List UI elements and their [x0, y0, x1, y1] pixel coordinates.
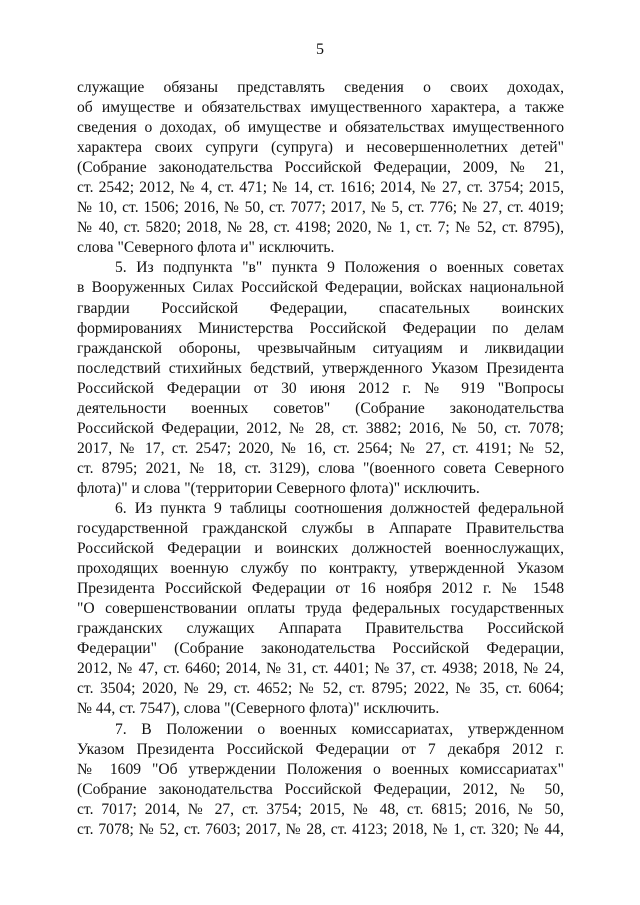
- text-line: в Вооруженных Силах Российской Федерации, войсках национальной: [77, 279, 564, 297]
- text-line: Российской Федерации, 2012, № 28, ст. 3882; 2016, № 50, ст. 7078;: [77, 419, 564, 437]
- text-line: сведения о доходах, об имуществе и обязательствах имущественного: [77, 119, 564, 137]
- page-number: 5: [316, 41, 324, 58]
- text-line: 2017, № 17, ст. 2547; 2020, № 16, ст. 2564; № 27, ст. 4191; № 52,: [77, 439, 564, 457]
- text-line: № 1609 "Об утверждении Положения о военных комиссариатах": [77, 760, 564, 778]
- text-line: № 10, ст. 1506; 2016, № 50, ст. 7077; 2017, № 5, ст. 776; № 27, ст. 4019;: [77, 199, 564, 217]
- document-body: [77, 78, 564, 840]
- text-line: 2012, № 47, ст. 6460; 2014, № 31, ст. 4401; № 37, ст. 4938; 2018, № 24,: [77, 660, 564, 678]
- text-line: № 44, ст. 7547), слова "(Северного флота)" исключить.: [77, 700, 440, 718]
- text-line: Российской Федерации от 30 июня 2012 г. № 919 "Вопросы: [77, 379, 564, 397]
- text-line: ст. 7078; № 52, ст. 7603; 2017, № 28, ст. 4123; 2018, № 1, ст. 320; № 44,: [77, 820, 564, 838]
- text-line: Президента Российской Федерации от 16 ноября 2012 г. № 1548: [77, 580, 564, 598]
- text-line: слова "Северного флота и" исключить.: [77, 239, 335, 257]
- text-line: ст. 2542; 2012, № 4, ст. 471; № 14, ст. 1616; 2014, № 27, ст. 3754; 2015,: [77, 179, 564, 197]
- text-line: 5. Из подпункта "в" пункта 9 Положения о военных советах: [115, 259, 564, 277]
- text-line: об имуществе и обязательствах имущественного характера, а также: [77, 99, 564, 117]
- text-line: формированиях Министерства Российской Федерации по делам: [77, 319, 564, 337]
- text-line: флота)" и слова "(территории Северного флота)" исключить.: [77, 479, 480, 497]
- text-line: 6. Из пункта 9 таблицы соотношения должностей федеральной: [115, 499, 564, 517]
- text-line: (Собрание законодательства Российской Федерации, 2009, № 21,: [77, 159, 564, 177]
- text-line: характера своих супруги (супруга) и несовершеннолетних детей": [77, 139, 564, 157]
- text-line: ст. 8795; 2021, № 18, ст. 3129), слова "(военного совета Северного: [77, 459, 564, 477]
- text-line: № 40, ст. 5820; 2018, № 28, ст. 4198; 2020, № 1, ст. 7; № 52, ст. 8795),: [77, 219, 564, 237]
- text-line: деятельности военных советов" (Собрание законодательства: [77, 399, 564, 417]
- text-line: Федерации" (Собрание законодательства Российской Федерации,: [77, 640, 564, 658]
- text-line: 7. В Положении о военных комиссариатах, утвержденном: [115, 720, 564, 738]
- text-line: Указом Президента Российской Федерации от 7 декабря 2012 г.: [77, 740, 564, 758]
- text-line: (Собрание законодательства Российской Федерации, 2012, № 50,: [77, 780, 564, 798]
- text-line: ст. 7017; 2014, № 27, ст. 3754; 2015, № 48, ст. 6815; 2016, № 50,: [77, 800, 564, 818]
- text-line: последствий стихийных бедствий, утвержденного Указом Президента: [77, 359, 564, 377]
- text-line: служащие обязаны представлять сведения о своих доходах,: [77, 79, 564, 96]
- text-line: "О совершенствовании оплаты труда федеральных государственных: [77, 600, 564, 618]
- text-line: государственной гражданской службы в Аппарате Правительства: [77, 520, 564, 538]
- text-line: ст. 3504; 2020, № 29, ст. 4652; № 52, ст. 8795; 2022, № 35, ст. 6064;: [77, 680, 564, 698]
- text-line: гвардии Российской Федерации, спасательных воинских: [77, 299, 564, 317]
- text-line: гражданских служащих Аппарата Правительства Российской: [77, 620, 564, 638]
- text-line: проходящих военную службу по контракту, утвержденной Указом: [77, 560, 564, 578]
- text-line: гражданской обороны, чрезвычайным ситуациям и ликвидации: [77, 339, 564, 357]
- text-line: Российской Федерации и воинских должностей военнослужащих,: [77, 540, 564, 558]
